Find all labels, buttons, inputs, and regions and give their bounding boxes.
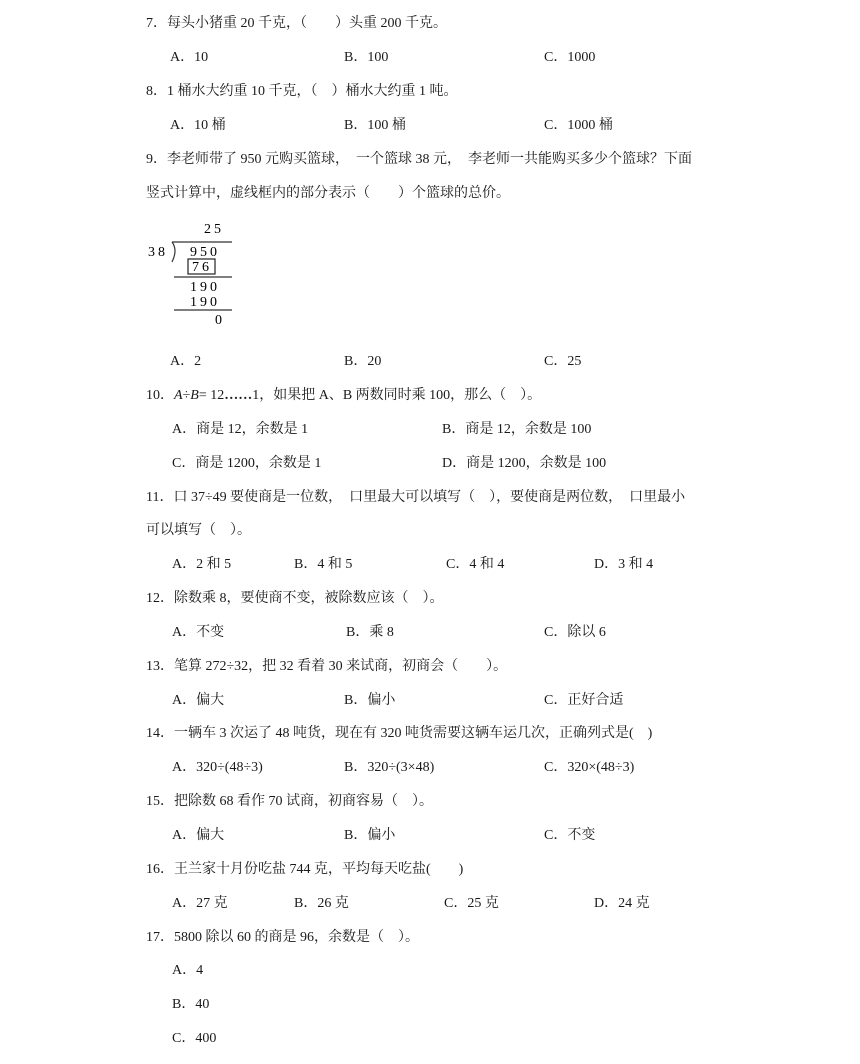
option-c[interactable]: C．除以 6 [544, 625, 606, 640]
question-9-line2: 竖式计算中，虚线框内的部分表示（ ）个篮球的总价。 [146, 186, 510, 201]
expr-b: B [190, 388, 199, 403]
option-a[interactable]: A．商是 12，余数是 1 [172, 422, 309, 437]
question-text: 5800 除以 60 的商是 96，余数是（ ）。 [174, 930, 419, 945]
question-text: ，如果把 A、B 两数同时乘 100，那么（ ）。 [259, 388, 542, 403]
option-c[interactable]: C．1000 [544, 50, 596, 65]
question-number: 12． [146, 591, 174, 606]
division-boxed-product: 76 [192, 260, 212, 275]
option-b[interactable]: B．20 [344, 354, 382, 369]
option-a[interactable]: A．2 [170, 354, 202, 369]
question-number: 10． [146, 388, 174, 403]
option-a[interactable]: A．320÷(48÷3) [172, 760, 263, 775]
option-c[interactable]: C．4 和 4 [446, 557, 505, 572]
option-c[interactable]: C．25 克 [444, 896, 499, 911]
question-17 [146, 928, 419, 948]
option-b[interactable]: B．偏小 [344, 828, 396, 843]
question-12 [146, 589, 444, 609]
option-a[interactable]: A．偏大 [172, 828, 225, 843]
question-number: 14． [146, 726, 174, 741]
division-step-190b: 190 [190, 295, 220, 310]
option-c[interactable]: C．400 [172, 1031, 217, 1046]
question-text: 每头小猪重 20 千克，（ ）头重 200 千克。 [167, 16, 447, 31]
option-b[interactable]: B．100 [344, 50, 389, 65]
option-b[interactable]: B．商是 12，余数是 100 [442, 422, 592, 437]
question-text: 除数乘 8，要使商不变，被除数应该（ ）。 [174, 591, 444, 606]
question-11 [146, 488, 685, 508]
question-number: 8． [146, 84, 167, 99]
question-10 [146, 386, 541, 406]
option-c[interactable]: C．正好合适 [544, 693, 624, 708]
long-division-diagram [146, 218, 246, 330]
question-text-line1: 口 37÷49 要使商是一位数， 口里最大可以填写（ ），要使商是两位数， 口里最小 [173, 490, 686, 505]
question-text: 笔算 272÷32，把 32 看着 30 来试商，初商会（ ）。 [174, 659, 508, 674]
option-c[interactable]: C．25 [544, 354, 582, 369]
expr-dots: …… [224, 388, 253, 403]
question-text: 把除数 68 看作 70 试商，初商容易（ ）。 [174, 794, 433, 809]
option-c[interactable]: C．320×(48÷3) [544, 760, 635, 775]
option-c[interactable]: C．1000 桶 [544, 118, 613, 133]
question-number: 13． [146, 659, 174, 674]
question-7 [146, 14, 447, 34]
option-a[interactable]: A．27 克 [172, 896, 228, 911]
division-step-190a: 190 [190, 280, 220, 295]
expr-remainder: 1 [252, 388, 260, 403]
option-d[interactable]: D．24 克 [594, 896, 650, 911]
question-number: 15． [146, 794, 174, 809]
question-text: 一辆车 3 次运了 48 吨货，现在有 320 吨货需要这辆车运几次，正确列式是( ) [174, 726, 653, 741]
option-a[interactable]: A．不变 [172, 625, 225, 640]
question-11-line2: 可以填写（ ）。 [146, 523, 251, 538]
option-b[interactable]: B．100 桶 [344, 118, 406, 133]
question-number: 16． [146, 862, 174, 877]
division-remainder: 0 [215, 313, 222, 328]
expr-eq: = 12 [198, 388, 225, 403]
division-quotient: 25 [204, 222, 224, 237]
question-8 [146, 82, 458, 102]
option-c[interactable]: C．不变 [544, 828, 596, 843]
question-9 [146, 150, 692, 170]
question-number: 7． [146, 16, 167, 31]
option-b[interactable]: B．偏小 [344, 693, 396, 708]
option-d[interactable]: D．商是 1200，余数是 100 [442, 456, 607, 471]
option-a[interactable]: A．10 桶 [170, 118, 226, 133]
question-number: 11． [146, 490, 174, 505]
expr-a: A [174, 388, 183, 403]
question-16 [146, 860, 463, 880]
question-15 [146, 792, 433, 812]
expr-div: ÷ [182, 388, 191, 403]
question-number: 17． [146, 930, 174, 945]
option-a[interactable]: A．4 [172, 963, 204, 978]
option-b[interactable]: B．40 [172, 997, 210, 1012]
option-a[interactable]: A．10 [170, 50, 209, 65]
division-divisor: 38 [148, 245, 168, 260]
option-c[interactable]: C．商是 1200，余数是 1 [172, 456, 322, 471]
question-13 [146, 657, 507, 677]
option-b[interactable]: B．乘 8 [346, 625, 394, 640]
question-text: 1 桶水大约重 10 千克，（ ）桶水大约重 1 吨。 [167, 84, 458, 99]
option-b[interactable]: B．320÷(3×48) [344, 760, 435, 775]
option-a[interactable]: A．2 和 5 [172, 557, 232, 572]
question-text: 王兰家十月份吃盐 744 克，平均每天吃盐( ) [174, 862, 464, 877]
option-d[interactable]: D．3 和 4 [594, 557, 654, 572]
option-b[interactable]: B．26 克 [294, 896, 349, 911]
question-text-line1: 李老师带了 950 元购买篮球， 一个篮球 38 元， 李老师一共能购买多少个篮球？下面 [167, 152, 692, 167]
question-number: 9． [146, 152, 167, 167]
division-dividend: 950 [190, 245, 220, 260]
question-14 [146, 724, 652, 744]
option-a[interactable]: A．偏大 [172, 693, 225, 708]
option-b[interactable]: B．4 和 5 [294, 557, 353, 572]
